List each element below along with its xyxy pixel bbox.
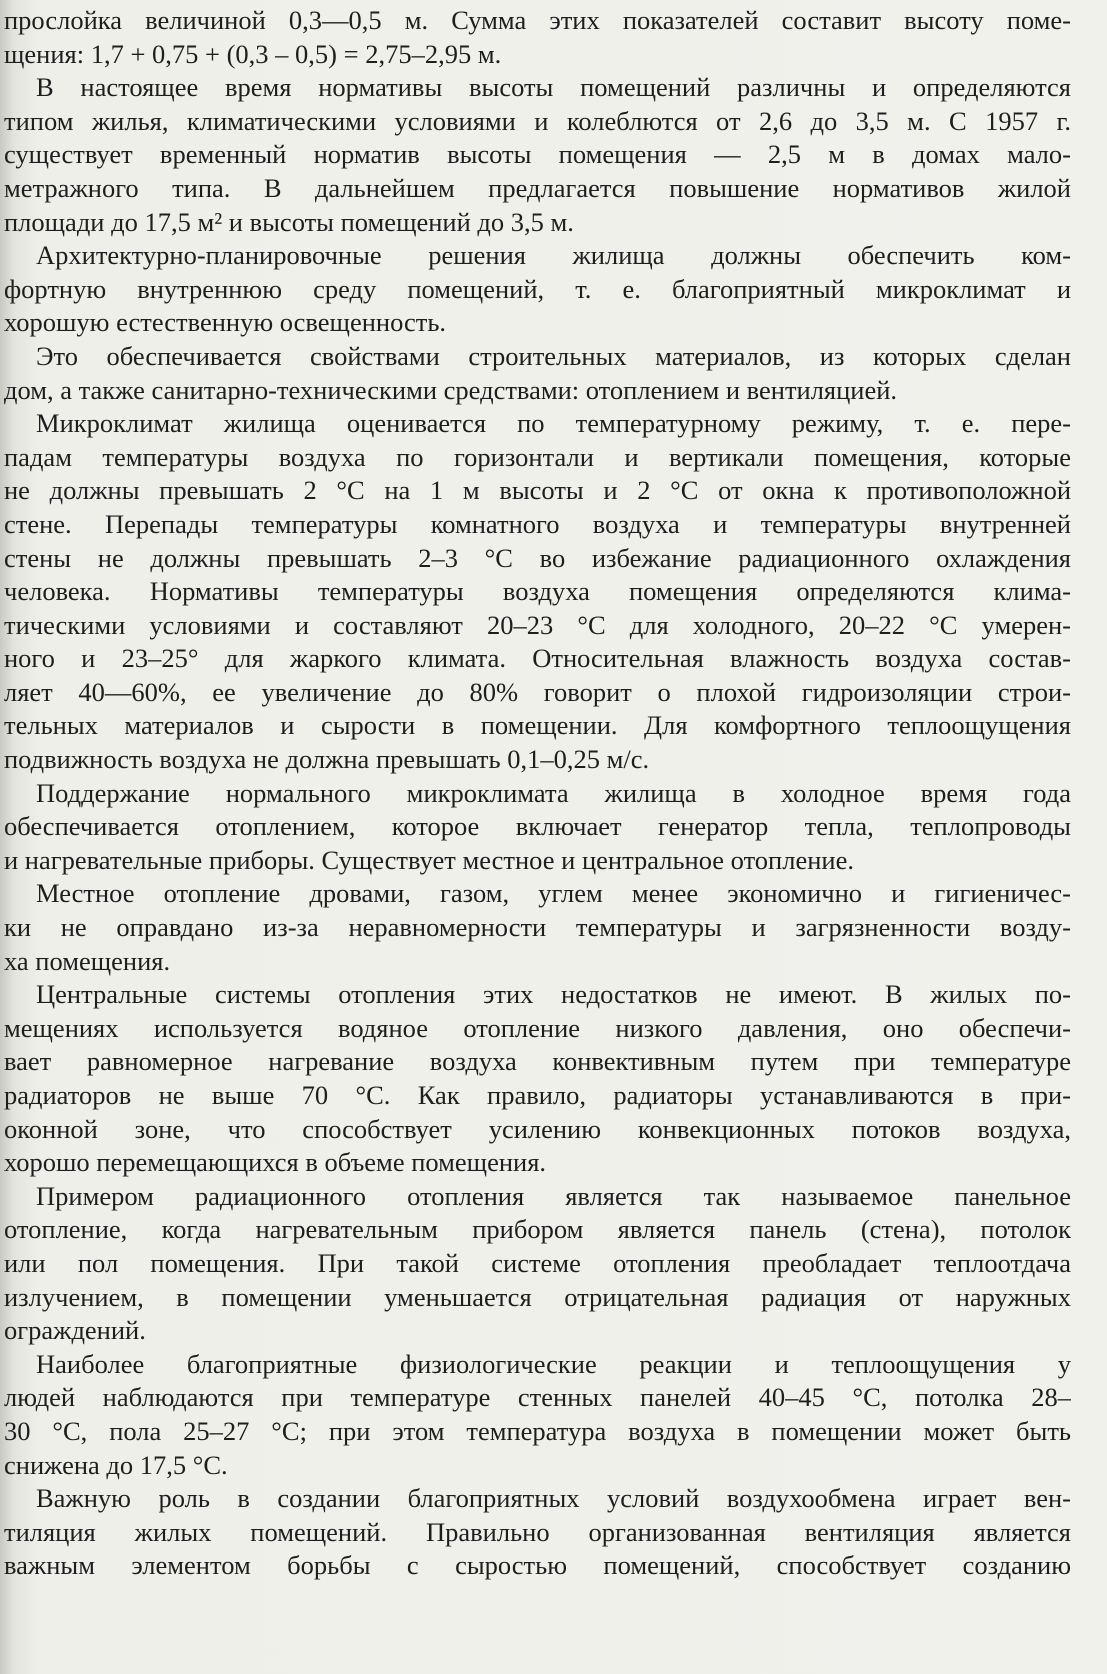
text-line: фортную внутреннюю среду помещений, т. е. благоприятный микроклимат и — [4, 273, 1071, 304]
text-line: В настоящее время нормативы высоты помещений различны и определяются — [36, 72, 1071, 103]
text-line: ляет 40—60%, ее увеличение до 80% говорит о плохой гидроизоляции строи- — [4, 676, 1071, 707]
text-line: Местное отопление дровами, газом, углем менее экономично и гигиеничес- — [36, 878, 1071, 909]
text-line: или пол помещения. При такой системе отопления преобладает теплоотдача — [4, 1247, 1071, 1278]
text-line: хорошо перемещающихся в объеме помещения. — [4, 1147, 547, 1178]
text-line: ного и 23–25° для жаркого климата. Относительная влажность воздуха состав- — [4, 643, 1071, 674]
text-line: важным элементом борьбы с сыростью помещений, способствует созданию — [4, 1550, 1071, 1581]
text-line: хорошую естественную освещенность. — [4, 307, 447, 338]
text-line: Наиболее благоприятные физиологические реакции и теплоощущения у — [36, 1348, 1071, 1379]
text-line: мещениях используется водяное отопление низкого давления, оно обеспечи- — [4, 1012, 1071, 1043]
text-line: прослойка величиной 0,3—0,5 м. Сумма этих показателей составит высоту поме- — [4, 5, 1071, 35]
text-line: обеспечивается отоплением, которое включает генератор тепла, теплопроводы — [4, 811, 1071, 842]
text-line: тическими условиями и составляют 20–23 °С для холодного, 20–22 °С умерен- — [4, 609, 1071, 640]
text-line: излучением, в помещении уменьшается отрицательная радиация от наружных — [4, 1281, 1071, 1312]
text-line: Микроклимат жилища оценивается по температурному режиму, т. е. пере- — [36, 408, 1071, 439]
text-line: метражного типа. В дальнейшем предлагается повышение нормативов жилой — [4, 172, 1071, 203]
text-line: ха помещения. — [4, 945, 171, 976]
text-line: тиляция жилых помещений. Правильно организованная вентиляция является — [4, 1516, 1071, 1547]
text-line: Примером радиационного отопления является так называемое панельное — [36, 1180, 1071, 1211]
text-line: подвижность воздуха не должна превышать 0,1–0,25 м/с. — [4, 744, 650, 775]
text-line: площади до 17,5 м² и высоты помещений до 3,5 м. — [4, 206, 574, 237]
text-line: существует временный норматив высоты помещения — 2,5 м в домах мало- — [4, 139, 1071, 170]
text-line: ограждений. — [4, 1315, 146, 1346]
text-line: тельных материалов и сырости в помещении. Для комфортного теплоощущения — [4, 710, 1071, 741]
text-line: Важную роль в создании благоприятных условий воздухообмена играет вен- — [36, 1483, 1071, 1514]
text-line: не должны превышать 2 °С на 1 м высоты и 2 °С от окна к противоположной — [4, 475, 1071, 506]
text-line: радиаторов не выше 70 °С. Как правило, радиаторы устанавливаются в при- — [4, 1080, 1071, 1110]
text-line: вает равномерное нагревание воздуха конвективным путем при температуре — [4, 1046, 1071, 1077]
text-line: Поддержание нормального микроклимата жилища в холодное время года — [36, 777, 1071, 808]
text-line: Архитектурно-планировочные решения жилища должны обеспечить ком- — [36, 240, 1071, 271]
text-line: щения: 1,7 + 0,75 + (0,3 – 0,5) = 2,75–2,95 м. — [4, 38, 502, 69]
text-line: человека. Нормативы температуры воздуха помещения определяются клима- — [4, 576, 1071, 607]
text-line: стене. Перепады температуры комнатного воздуха и температуры внутренней — [4, 508, 1071, 539]
text-line: оконной зоне, что способствует усилению конвекционных потоков воздуха, — [4, 1113, 1071, 1144]
text-line: дом, а также санитарно-техническими средствами: отоплением и вентиляцией. — [4, 374, 898, 405]
text-line: типом жилья, климатическими условиями и колеблются от 2,6 до 3,5 м. С 1957 г. — [4, 105, 1071, 136]
text-line: Центральные системы отопления этих недостатков не имеют. В жилых по- — [36, 979, 1071, 1010]
body-text — [4, 4, 1071, 1583]
text-line: 30 °С, пола 25–27 °С; при этом температура воздуха в помещении может быть — [4, 1415, 1071, 1446]
text-line: людей наблюдаются при температуре стенных панелей 40–45 °С, потолка 28– — [4, 1382, 1071, 1413]
text-line: снижена до 17,5 °С. — [4, 1449, 228, 1480]
text-line: и нагревательные приборы. Существует местное и центральное отопление. — [4, 844, 854, 875]
text-line: падам температуры воздуха по горизонтали и вертикали помещения, которые — [4, 441, 1071, 472]
text-line: отопление, когда нагревательным прибором является панель (стена), потолок — [4, 1214, 1071, 1245]
text-line: стены не должны превышать 2–3 °С во избежание радиационного охлаждения — [4, 542, 1071, 573]
text-line: ки не оправдано из-за неравномерности температуры и загрязненности возду- — [4, 912, 1071, 943]
text-line: Это обеспечивается свойствами строительных материалов, из которых сделан — [36, 340, 1071, 371]
